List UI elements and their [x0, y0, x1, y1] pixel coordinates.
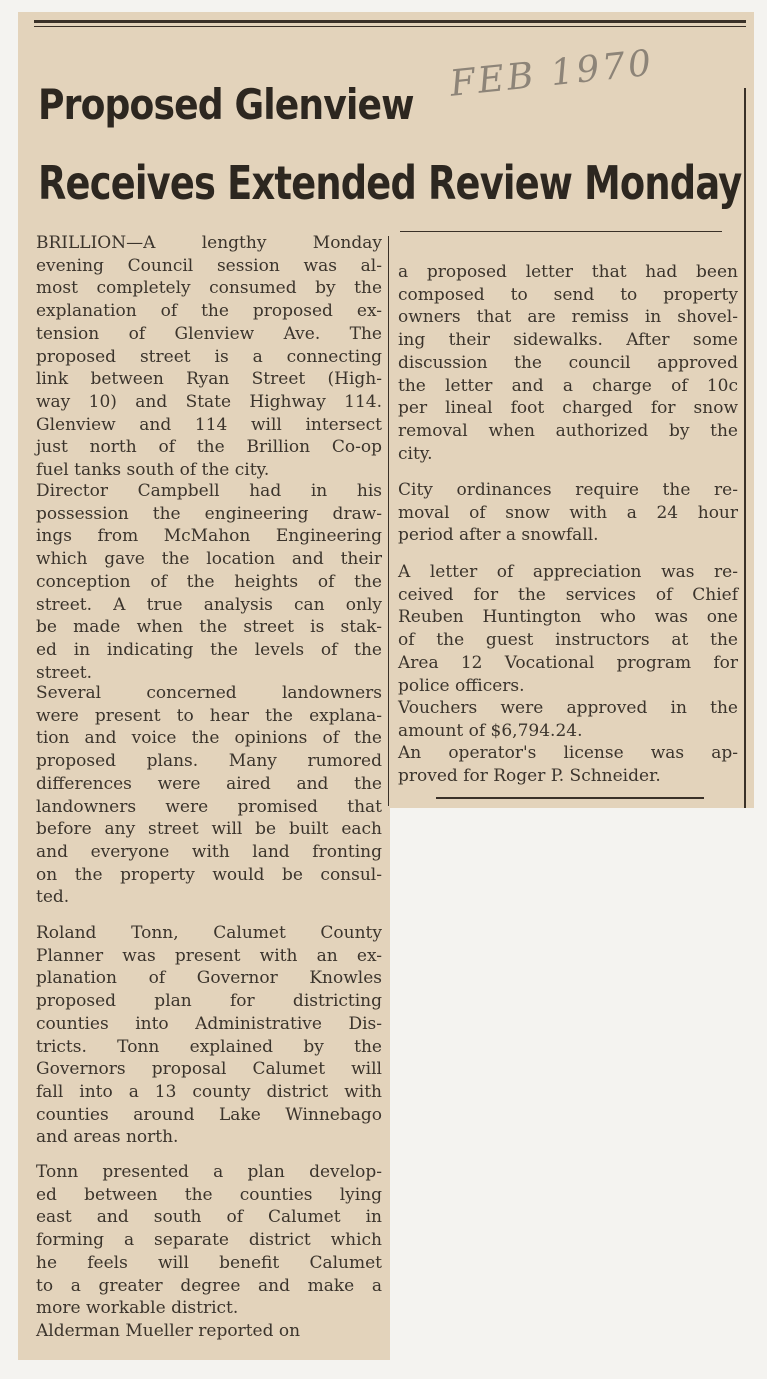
text-line: ing their sidewalks. After some — [398, 330, 738, 351]
text-line: street. — [36, 662, 93, 683]
paragraph-landowners — [36, 682, 382, 909]
text-line: A letter of appreciation was re- — [398, 562, 738, 582]
text-line: most completely consumed by the — [36, 278, 382, 299]
text-line: proposed plan for districting — [36, 991, 382, 1012]
text-line: which gave the location and their — [36, 549, 382, 570]
text-line: An operator's license was ap- — [398, 743, 738, 763]
text-line: explanation of the proposed ex- — [36, 301, 382, 322]
text-line: of the guest instructors at the — [398, 630, 738, 651]
text-line: ed in indicating the levels of the — [36, 639, 382, 660]
text-line: Tonn presented a plan develop- — [36, 1162, 382, 1182]
text-line: proposed street is a connecting — [36, 346, 382, 367]
text-line: ceived for the services of Chief — [398, 584, 738, 605]
paragraph-mueller — [36, 1320, 382, 1343]
paragraph-license — [398, 742, 738, 787]
text-line: Area 12 Vocational program for — [398, 652, 738, 673]
text-line: landowners were promised that — [36, 796, 382, 817]
text-line: Glenview and 114 will intersect — [36, 414, 382, 435]
text-line: were present to hear the explana- — [36, 705, 382, 726]
handwritten-date-stamp: FEB 1970 — [448, 42, 656, 105]
paragraph-appreciation — [398, 561, 738, 697]
text-line: BRILLION—A lengthy Monday — [36, 233, 382, 253]
text-line: Director Campbell had in his — [36, 481, 382, 501]
text-line: fall into a 13 county district with — [36, 1081, 382, 1102]
column-rule — [388, 236, 389, 806]
text-line: counties around Lake Winnebago — [36, 1104, 382, 1125]
text-line: more workable district. — [36, 1298, 239, 1319]
paragraph-brillion — [36, 232, 382, 482]
text-line: a proposed letter that had been — [398, 262, 738, 282]
text-line: tension of Glenview Ave. The — [36, 323, 382, 344]
text-line: proved for Roger P. Schneider. — [398, 765, 661, 786]
text-line: Reuben Huntington who was one — [398, 607, 738, 628]
paragraph-tonn2 — [36, 1161, 382, 1320]
text-line: proposed plans. Many rumored — [36, 751, 382, 772]
headline-line-2: Receives Extended Review Monday — [38, 156, 742, 210]
paragraph-letter — [398, 261, 738, 465]
text-line: period after a snowfall. — [398, 525, 599, 546]
text-line: planation of Governor Knowles — [36, 968, 382, 989]
text-line: and areas north. — [36, 1127, 179, 1148]
text-line: link between Ryan Street (High- — [36, 369, 382, 390]
text-line: and everyone with land fronting — [36, 841, 382, 862]
text-line: tricts. Tonn explained by the — [36, 1036, 382, 1057]
text-line: tion and voice the opinions of the — [36, 728, 382, 749]
paragraph-ordinance — [398, 479, 738, 547]
text-line: Roland Tonn, Calumet County — [36, 923, 382, 943]
text-line: way 10) and State Highway 114. — [36, 391, 382, 412]
text-line: differences were aired and the — [36, 773, 382, 794]
text-line: he feels will benefit Calumet — [36, 1252, 382, 1273]
text-line: forming a separate district which — [36, 1230, 382, 1251]
right-edge-rule — [744, 88, 746, 808]
paragraph-vouchers — [398, 697, 738, 742]
text-line: ings from McMahon Engineering — [36, 526, 382, 547]
text-line: City ordinances require the re- — [398, 480, 738, 500]
text-line: the letter and a charge of 10c — [398, 375, 738, 396]
text-line: Several concerned landowners — [36, 683, 382, 703]
text-line: ted. — [36, 887, 70, 908]
text-line: fuel tanks south of the city. — [36, 460, 270, 481]
headline-line-1: Proposed Glenview — [38, 80, 414, 129]
text-line: ed between the counties lying — [36, 1184, 382, 1205]
text-line: moval of snow with a 24 hour — [398, 502, 738, 523]
paragraph-campbell — [36, 480, 382, 684]
text-line: just north of the Brillion Co-op — [36, 437, 382, 458]
text-line: be made when the street is stak- — [36, 617, 382, 638]
text-line: removal when authorized by the — [398, 420, 738, 441]
text-line: before any street will be built each — [36, 819, 382, 840]
text-line: to a greater degree and make a — [36, 1275, 382, 1296]
text-line: street. A true analysis can only — [36, 594, 382, 615]
text-line: east and south of Calumet in — [36, 1207, 382, 1228]
text-line: discussion the council approved — [398, 352, 738, 373]
text-line: counties into Administrative Dis- — [36, 1013, 382, 1034]
top-rule-thin — [34, 26, 746, 27]
headline-separator — [400, 231, 722, 232]
text-line: conception of the heights of the — [36, 571, 382, 592]
text-line: per lineal foot charged for snow — [398, 398, 738, 419]
text-line: Governors proposal Calumet will — [36, 1059, 382, 1080]
text-line: Vouchers were approved in the — [398, 698, 738, 718]
text-line: city. — [398, 443, 433, 464]
text-line: evening Council session was al- — [36, 255, 382, 276]
text-line: possession the engineering draw- — [36, 503, 382, 524]
text-line: owners that are remiss in shovel- — [398, 307, 738, 328]
text-line: on the property would be consul- — [36, 864, 382, 885]
text-line: amount of $6,794.24. — [398, 720, 583, 741]
top-rule — [34, 20, 746, 23]
text-line: police officers. — [398, 675, 525, 696]
text-line: Alderman Mueller reported on — [36, 1321, 301, 1341]
text-line: Planner was present with an ex- — [36, 945, 382, 966]
article-end-rule — [436, 797, 704, 799]
paragraph-tonn1 — [36, 922, 382, 1149]
text-line: composed to send to property — [398, 284, 738, 305]
